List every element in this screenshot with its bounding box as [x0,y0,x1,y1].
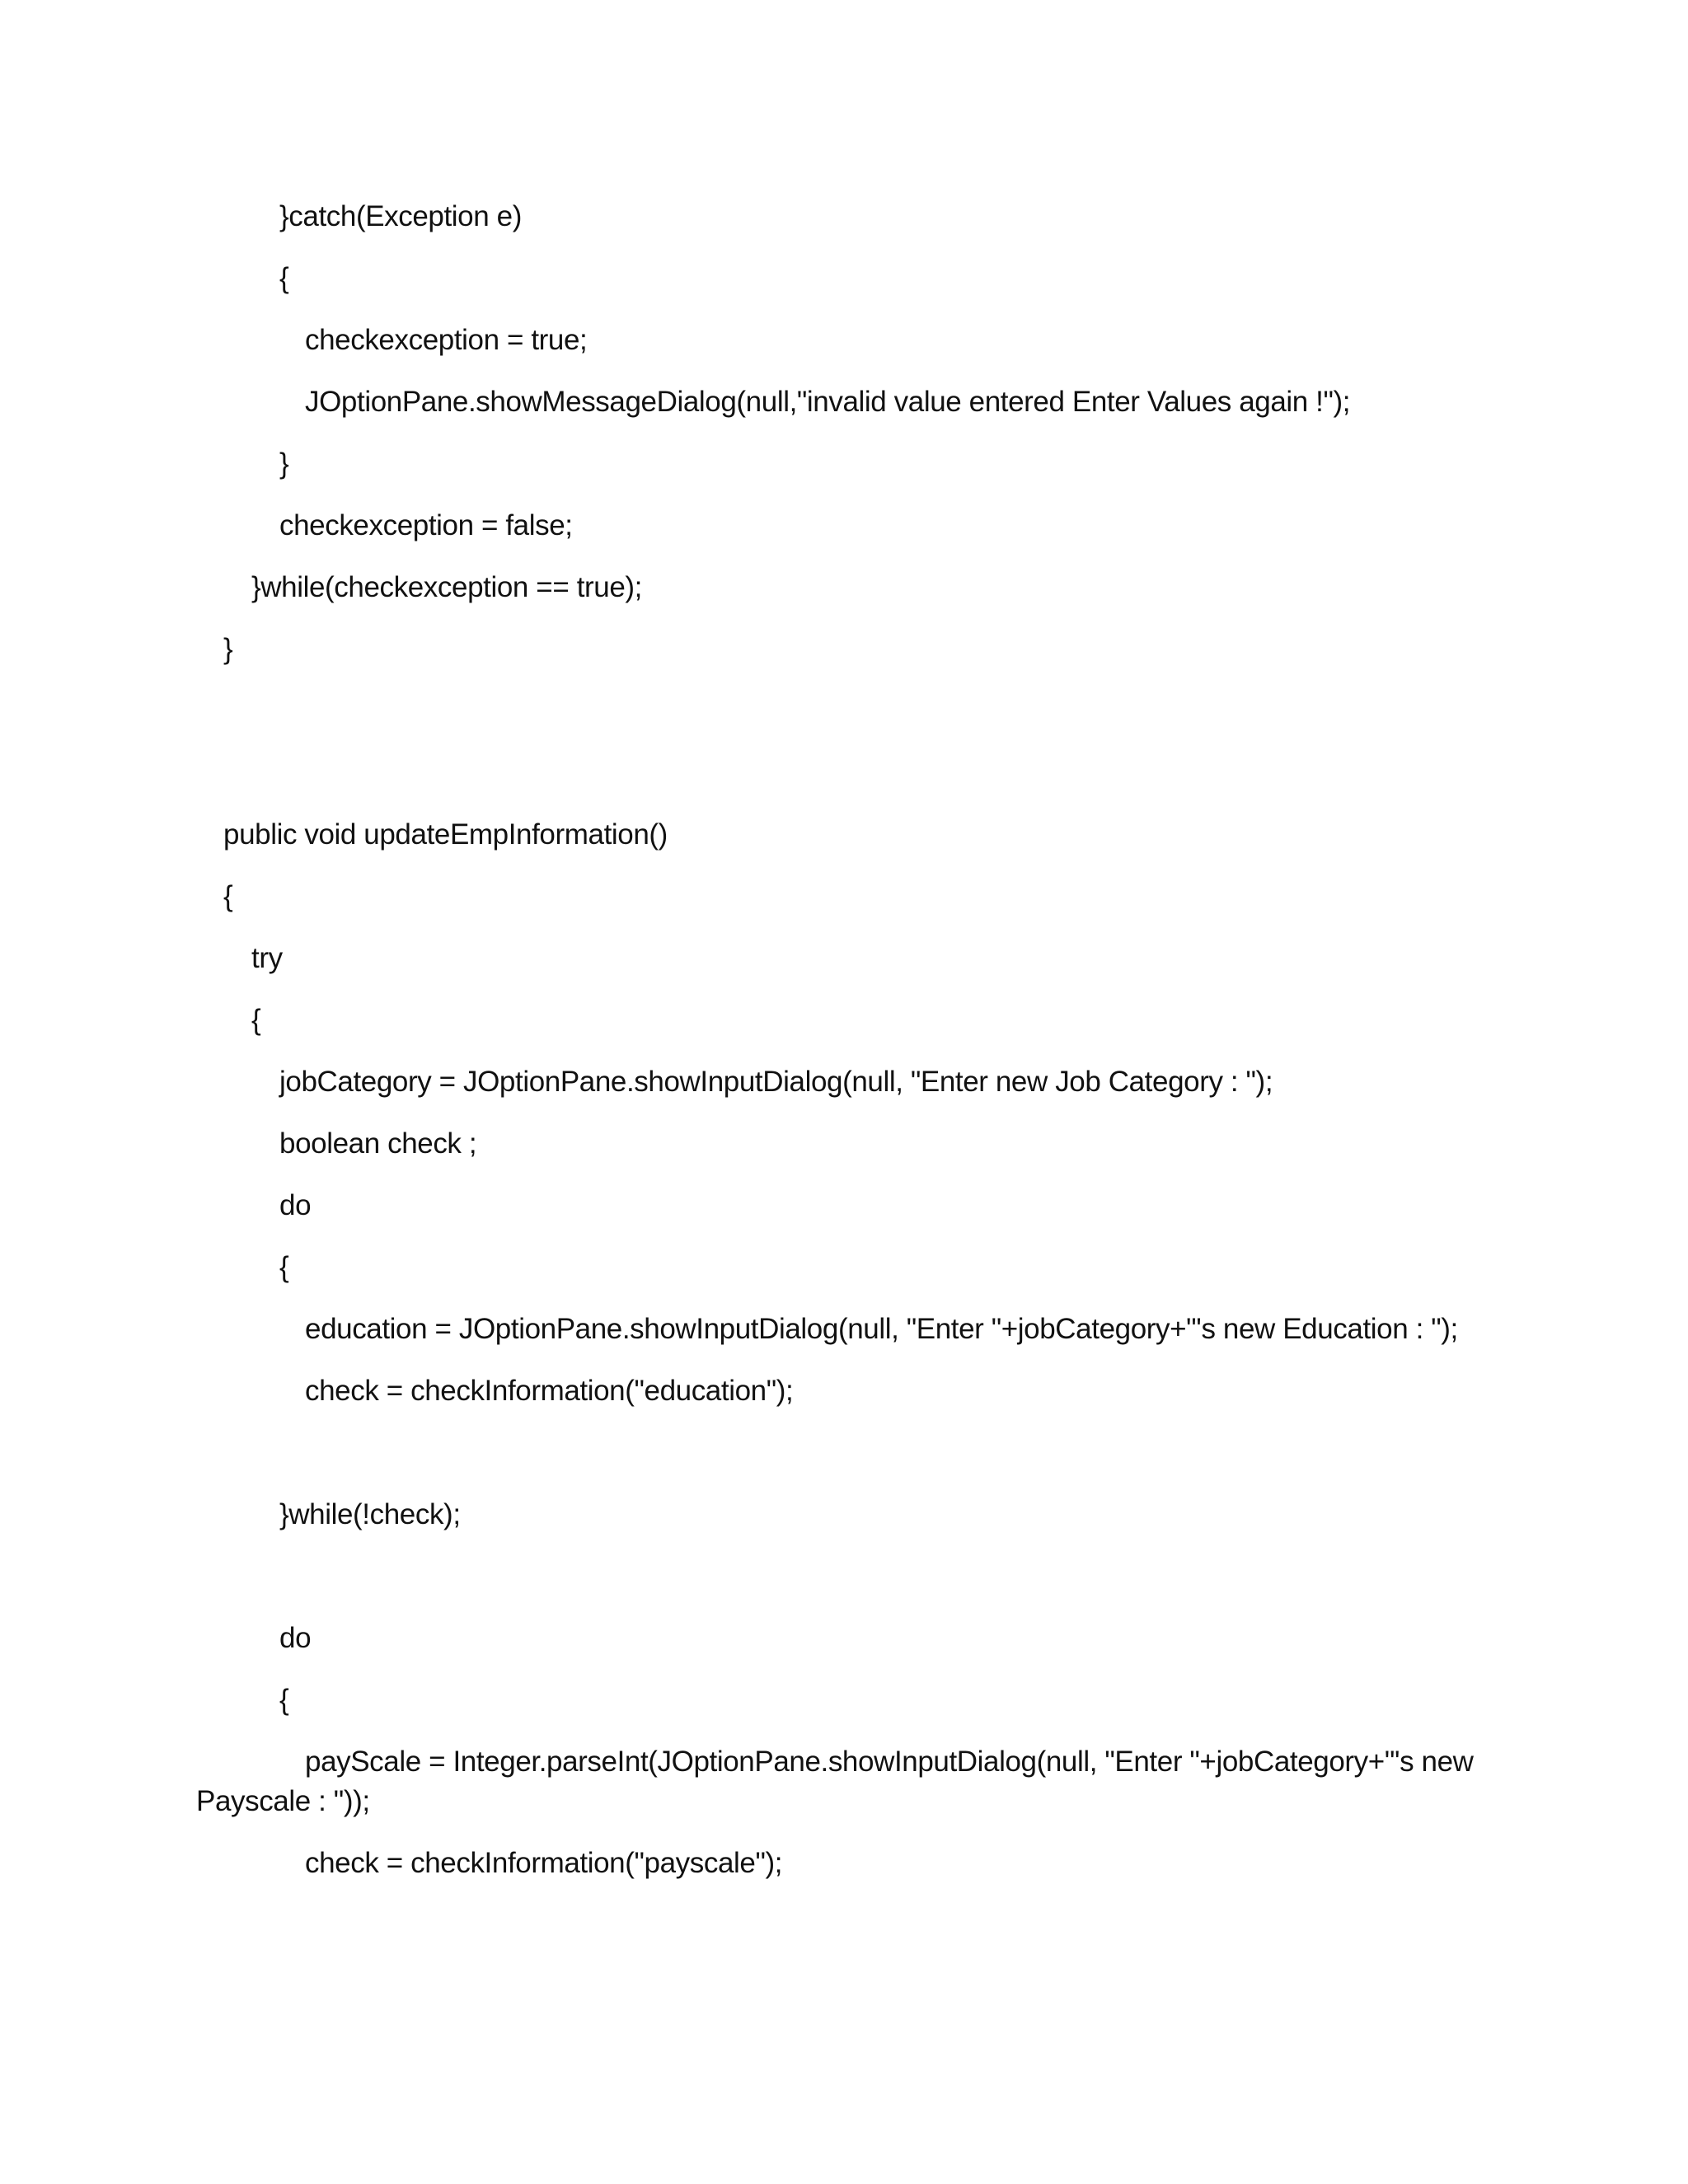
code-line-do-open-brace: { [279,1251,289,1283]
code-line-checkexception-true: checkexception = true; [305,324,588,356]
code-line-job-category: jobCategory = JOptionPane.showInputDialog(null, "Enter new Job Category : "); [279,1066,1273,1098]
code-line-method-open-brace: { [223,880,233,912]
code-line-do: do [279,1189,312,1221]
code-line-do-second: do [279,1622,312,1654]
code-line-open-brace: { [279,262,289,294]
code-line-show-message-dialog: JOptionPane.showMessageDialog(null,"invalid value entered Enter Values again !"); [305,386,1351,418]
code-line-education: education = JOptionPane.showInputDialog(null, "Enter "+jobCategory+"'s new Education : "); [305,1313,1458,1345]
code-line-boolean-check: boolean check ; [279,1127,477,1160]
code-line-pay-scale: payScale = Integer.parseInt(JOptionPane.showInputDialog(null, "Enter "+jobCategory+"'s new [305,1746,1474,1778]
code-line-while-not-check: }while(!check); [279,1498,461,1530]
code-line-checkexception-false: checkexception = false; [279,509,573,541]
code-line-do-second-open-brace: { [279,1684,289,1716]
code-line-while-checkexception: }while(checkexception == true); [251,571,642,603]
code-line-close-brace: } [279,448,289,480]
code-line-method-close-brace: } [223,633,233,665]
code-line-check-education: check = checkInformation("education"); [305,1375,794,1407]
code-line-try-open-brace: { [251,1004,261,1036]
code-line-try: try [251,942,283,974]
code-line-method-signature: public void updateEmpInformation() [223,818,668,851]
code-line-check-payscale: check = checkInformation("payscale"); [305,1847,783,1879]
code-line-catch: }catch(Exception e) [279,200,522,232]
code-line-pay-scale-continued: Payscale : ")); [196,1785,370,1817]
